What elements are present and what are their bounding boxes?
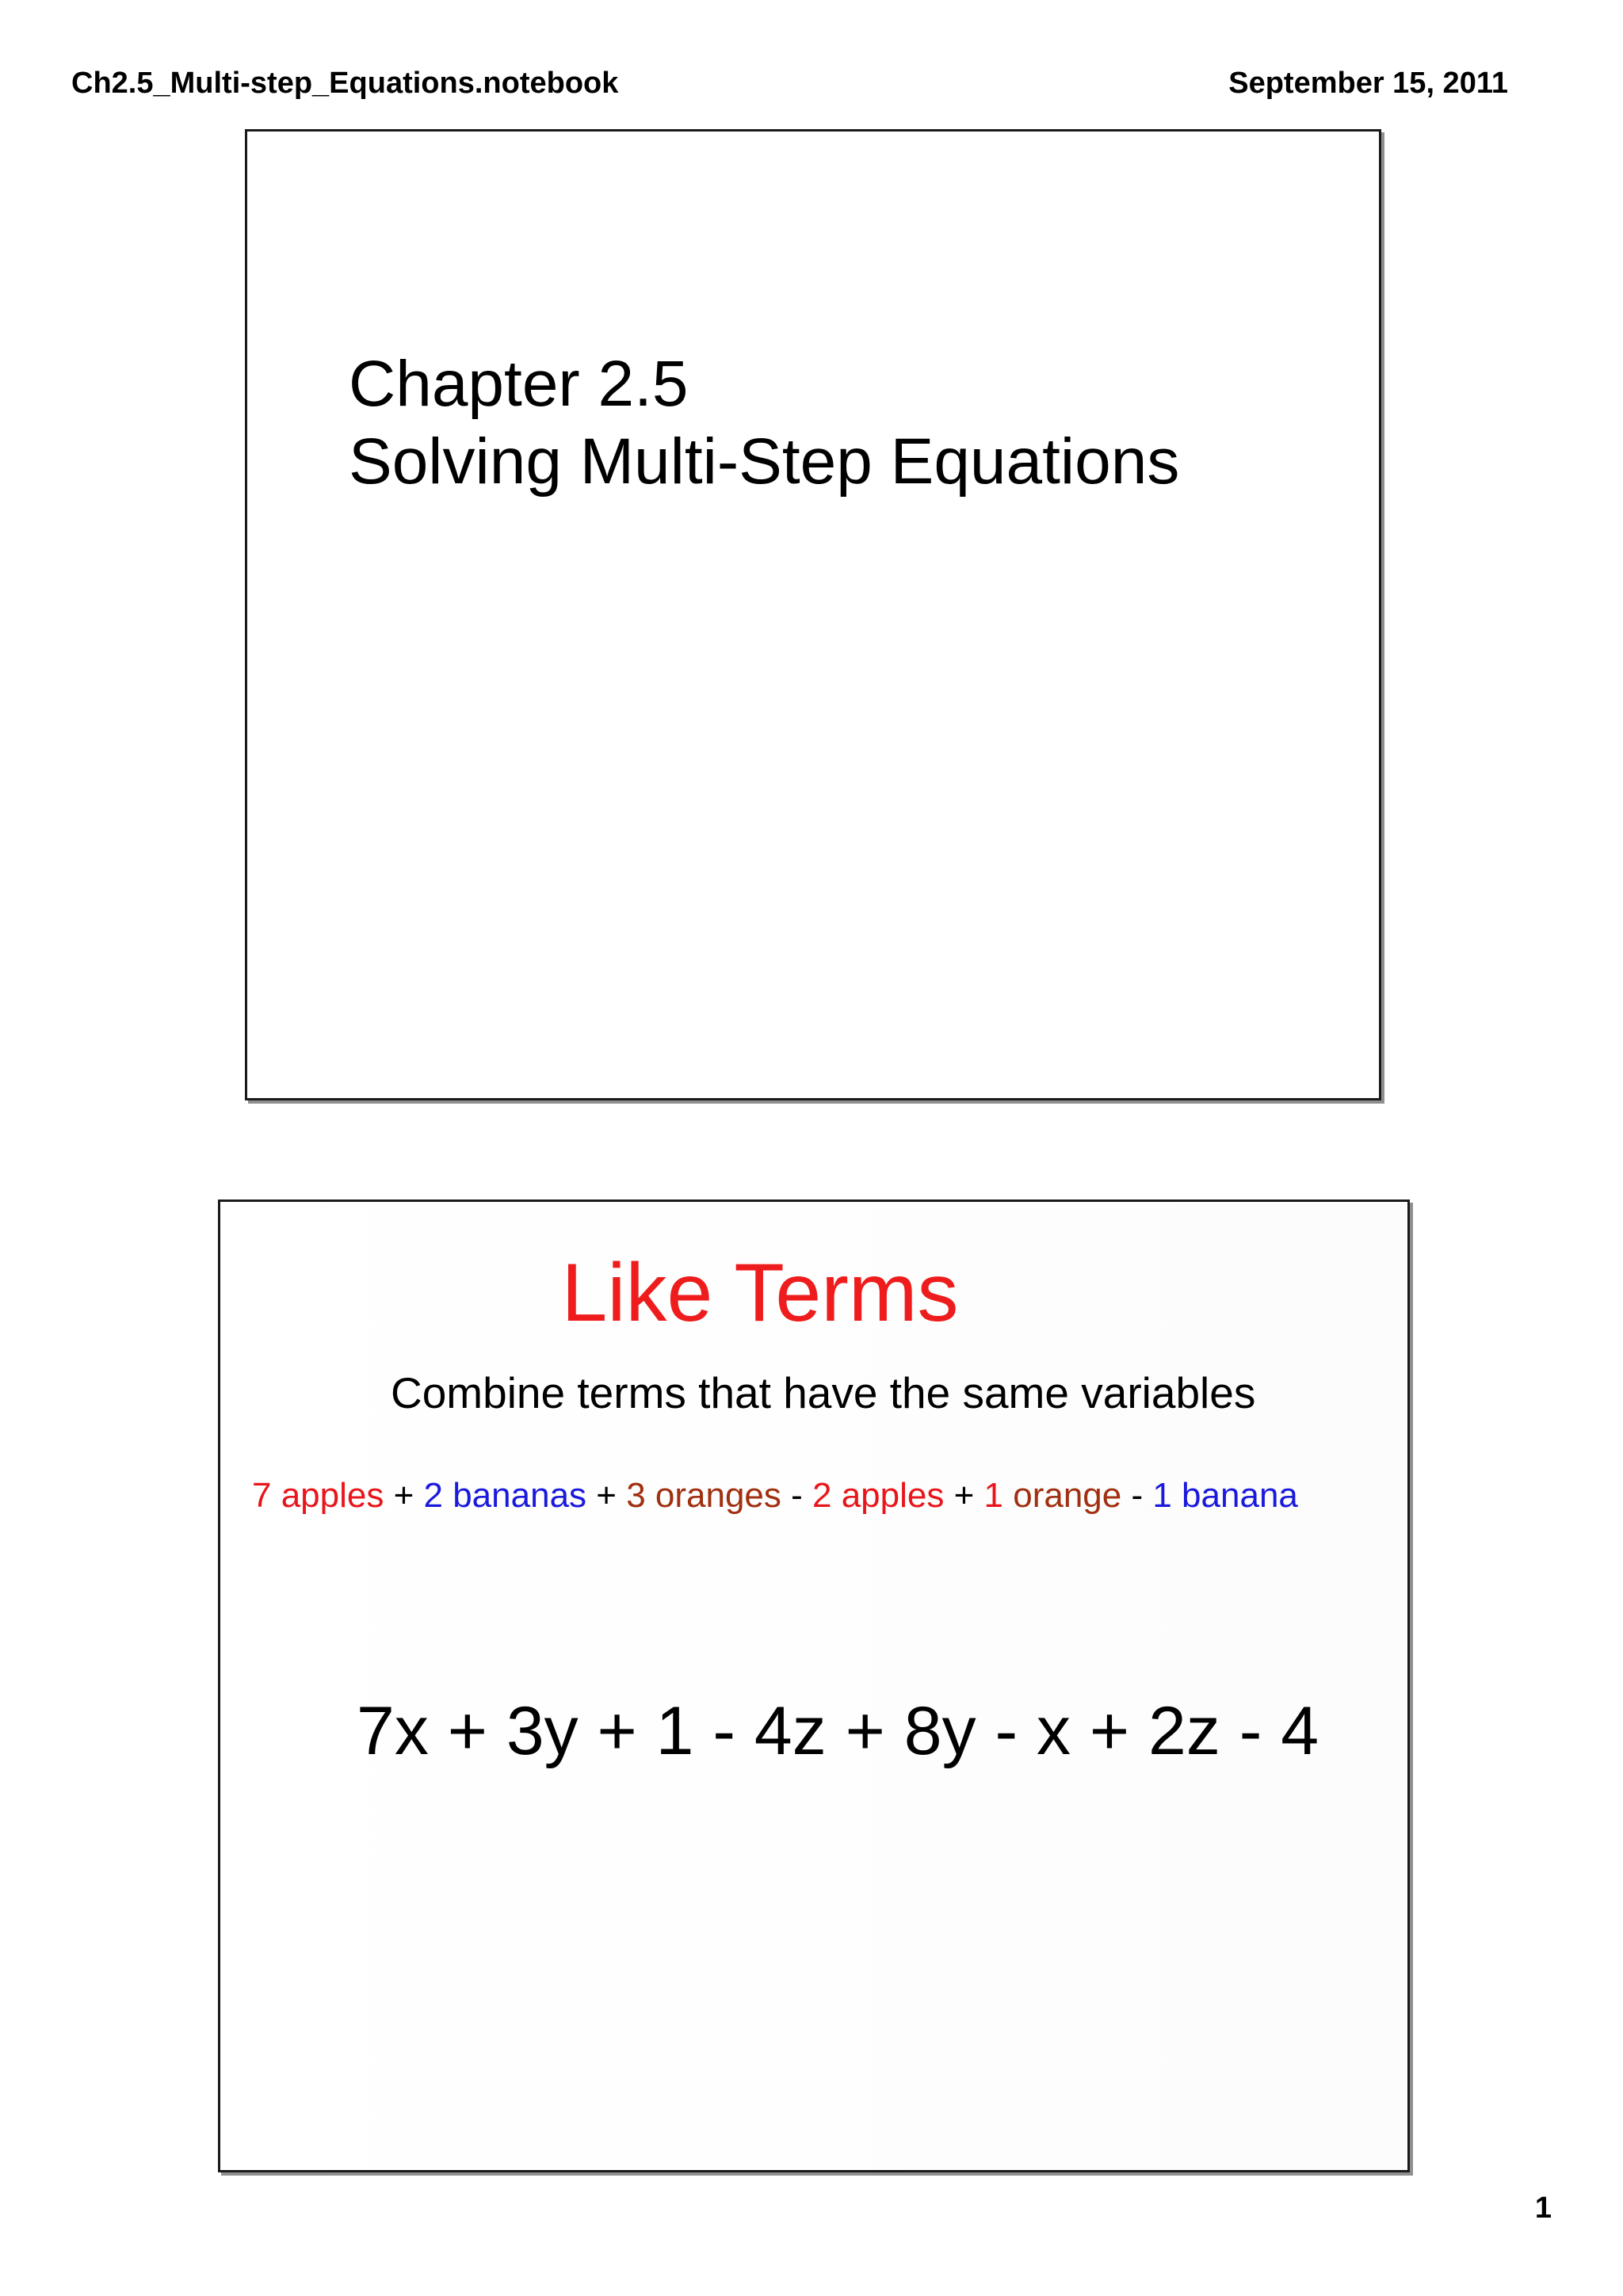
fruit-operator: - — [781, 1476, 813, 1515]
fruit-term: 7 apples — [252, 1476, 384, 1515]
like-terms-subtitle: Combine terms that have the same variables — [391, 1368, 1256, 1417]
fruit-operator: - — [1121, 1476, 1153, 1515]
algebraic-expression: 7x + 3y + 1 - 4z + 8y - x + 2z - 4 — [357, 1693, 1319, 1769]
fruit-term: 1 banana — [1152, 1476, 1298, 1515]
fruit-operator: + — [944, 1476, 984, 1515]
document-filename: Ch2.5_Multi-step_Equations.notebook — [71, 67, 619, 100]
page-number: 1 — [1534, 2191, 1552, 2225]
lesson-heading: Solving Multi-Step Equations — [349, 425, 1180, 498]
fruit-term: orange — [1003, 1476, 1122, 1515]
fruit-operator: + — [384, 1476, 424, 1515]
fruit-term: 2 apples — [812, 1476, 945, 1515]
fruit-term: 2 bananas — [423, 1476, 587, 1515]
like-terms-title: Like Terms — [561, 1247, 959, 1339]
slide-title-block — [349, 345, 1179, 501]
fruit-term: 3 oranges — [626, 1476, 781, 1515]
document-date: September 15, 2011 — [1228, 67, 1508, 100]
chapter-heading: Chapter 2.5 — [349, 348, 689, 420]
fruit-term: 1 — [983, 1476, 1004, 1515]
fruit-expression — [252, 1474, 1298, 1517]
fruit-operator: + — [586, 1476, 627, 1515]
slide-like-terms — [218, 1199, 1410, 2172]
slide-chapter-title — [245, 129, 1381, 1100]
